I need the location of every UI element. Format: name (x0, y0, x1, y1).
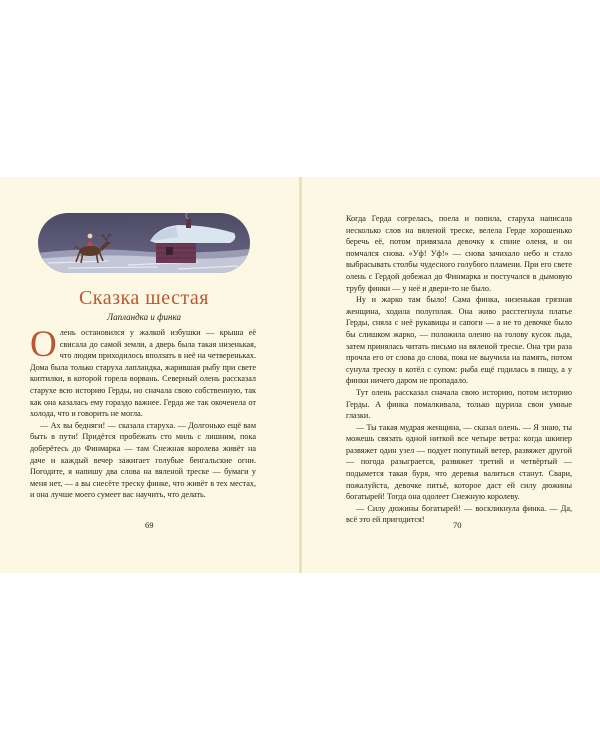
drop-cap: О (30, 324, 57, 365)
paragraph: — Силу дюжины богатырей! — воскликнула финка. — Да, всё это ей пригодится! (346, 503, 572, 525)
paragraph-text: лень остановился у жалкой избушки — крыша её свисала до самой земли, а дверь была такая низенькая, что людям приходилось вползать в неё на четвереньках. Дома была только старуха лапландка, жарившая рыбу при свете коптилки, в которой горела ворвань. Северный олень рассказал старухе всю историю Герды, но сначала свою собственную, так как она казалась ему гораздо важнее. Герда же так окоченела от холода, что и говорить не могла. (30, 328, 256, 419)
opening-paragraph (30, 324, 256, 420)
chapter-subtitle: Лапландка и финка (107, 312, 181, 322)
left-page-text (30, 324, 256, 501)
paragraph: Когда Герда согрелась, поела и попила, старуха написала несколько слов на вяленой треске, велела Герде хорошенько беречь её, потом привязала девочку к спине оленя, и он помчался снова. «Уф! Уф!» — снова зачихало небо и стало выбрасывать столбы чудесного голубого пламени. При его свете олень с Гердой добежал до Финмарка и постучался в дымовую трубу финки — у неё и двери-то не было. (346, 214, 572, 293)
book-spread (0, 177, 600, 573)
paragraph: Тут олень рассказал сначала свою историю, потом историю Герды. А финка помалкивала, только щурила свои умные глазки. (346, 387, 572, 421)
chapter-title: Сказка шестая (78, 287, 210, 309)
page-number-left: 69 (145, 520, 154, 530)
paragraph: — Ты такая мудрая женщина, — сказал олень. — Я знаю, ты можешь связать одной ниткой все четыре ветра: когда шкипер развяжет один узел — подует попутный ветер, развяжет другой — погода разыграется, развяжет третий и четвёртый — подымется такая буря, что деревья валиться станут. Свари, пожалуйста, девочке питьё, которое даст ей силу дюжины богатырей! Тогда она одолеет Снежную королеву. (346, 422, 572, 502)
right-page (302, 177, 600, 573)
page-number-right: 70 (453, 520, 462, 530)
left-page (0, 177, 299, 573)
reindeer-cabin-illustration (38, 213, 250, 273)
reindeer-cabin-icon (38, 213, 250, 273)
paragraph: — Ах вы бедняги! — сказала старуха. — Долгонько ещё вам быть в пути! Придётся пробежать сто миль с лишним, пока доберётесь до Финмарка — там Снежная королева живёт на даче и каждый вечер зажигает голубые бенгальские огни. Погодите, я напишу два слова на вяленой треске — бумаги у меня нет, — а вы снесёте треску финке, что живёт в тех местах, и она лучше моего сумеет вас научить, что делать. (30, 420, 256, 500)
paragraph: Ну и жарко там было! Сама финка, низенькая грязная женщина, ходила полуголая. Она живо расстегнула платье Герды, сняла с неё рукавицы и сапоги — а не то девочке было бы слишком жарко, — положила оленю на голову кусок льда, затем принялась читать письмо на вяленой треске. Она три раза прочла его от слова до слова, пока не выучила на память, потом сунула треску в котёл с супом: рыба ещё годилась в пищу, а у финки ничего даром не пропадало. (346, 295, 572, 386)
right-page-text (346, 213, 572, 526)
